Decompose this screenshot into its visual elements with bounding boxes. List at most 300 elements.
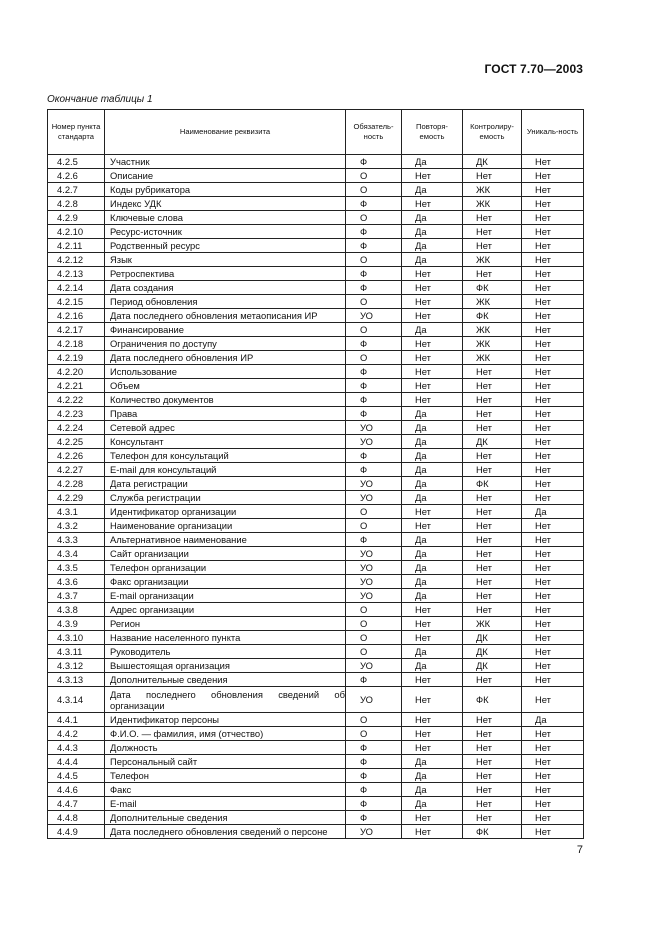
cell-repeatability: Нет (402, 687, 463, 713)
cell-obligation: Ф (346, 755, 402, 769)
cell-controllability: Нет (463, 421, 522, 435)
cell-controllability: ФК (463, 309, 522, 323)
cell-repeatability: Нет (402, 505, 463, 519)
cell-obligation: Ф (346, 281, 402, 295)
cell-uniqueness: Нет (522, 337, 584, 351)
cell-obligation: Ф (346, 239, 402, 253)
cell-item-number: 4.3.14 (48, 687, 105, 713)
cell-uniqueness: Нет (522, 659, 584, 673)
cell-obligation: О (346, 631, 402, 645)
cell-controllability: ДК (463, 645, 522, 659)
cell-obligation: Ф (346, 449, 402, 463)
cell-requisite-name: Объем (105, 379, 346, 393)
cell-uniqueness: Нет (522, 783, 584, 797)
cell-item-number: 4.2.11 (48, 239, 105, 253)
cell-requisite-name: Должность (105, 741, 346, 755)
cell-item-number: 4.2.25 (48, 435, 105, 449)
cell-uniqueness: Нет (522, 393, 584, 407)
table-row (48, 435, 584, 449)
cell-repeatability: Нет (402, 379, 463, 393)
cell-requisite-name: Телефон для консультаций (105, 449, 346, 463)
cell-repeatability: Нет (402, 309, 463, 323)
cell-requisite-name: Ограничения по доступу (105, 337, 346, 351)
cell-item-number: 4.2.27 (48, 463, 105, 477)
cell-requisite-name: Коды рубрикатора (105, 183, 346, 197)
cell-controllability: Нет (463, 603, 522, 617)
cell-controllability: Нет (463, 449, 522, 463)
cell-repeatability: Да (402, 491, 463, 505)
cell-repeatability: Да (402, 575, 463, 589)
cell-item-number: 4.2.20 (48, 365, 105, 379)
table-row (48, 547, 584, 561)
cell-requisite-name: Права (105, 407, 346, 421)
cell-controllability: Нет (463, 379, 522, 393)
cell-obligation: Ф (346, 407, 402, 421)
cell-controllability: Нет (463, 267, 522, 281)
cell-repeatability: Нет (402, 741, 463, 755)
cell-uniqueness: Нет (522, 463, 584, 477)
cell-repeatability: Нет (402, 825, 463, 839)
cell-repeatability: Да (402, 225, 463, 239)
table-row (48, 659, 584, 673)
cell-repeatability: Да (402, 407, 463, 421)
cell-repeatability: Нет (402, 393, 463, 407)
cell-item-number: 4.2.10 (48, 225, 105, 239)
cell-repeatability: Да (402, 783, 463, 797)
cell-obligation: О (346, 169, 402, 183)
cell-obligation: О (346, 351, 402, 365)
cell-obligation: О (346, 645, 402, 659)
cell-uniqueness: Нет (522, 797, 584, 811)
cell-requisite-name: Дата последнего обновления ИР (105, 351, 346, 365)
cell-requisite-name: Описание (105, 169, 346, 183)
cell-item-number: 4.2.12 (48, 253, 105, 267)
table-row (48, 673, 584, 687)
cell-item-number: 4.3.2 (48, 519, 105, 533)
cell-uniqueness: Нет (522, 589, 584, 603)
cell-requisite-name: Участник (105, 155, 346, 169)
cell-repeatability: Нет (402, 337, 463, 351)
table-row (48, 477, 584, 491)
cell-uniqueness: Нет (522, 239, 584, 253)
cell-uniqueness: Нет (522, 225, 584, 239)
cell-uniqueness: Нет (522, 603, 584, 617)
cell-requisite-name: Адрес организации (105, 603, 346, 617)
cell-item-number: 4.2.19 (48, 351, 105, 365)
cell-obligation: УО (346, 309, 402, 323)
table-header-row (48, 110, 584, 155)
cell-repeatability: Нет (402, 673, 463, 687)
table-row (48, 309, 584, 323)
cell-requisite-name: Индекс УДК (105, 197, 346, 211)
cell-repeatability: Да (402, 449, 463, 463)
cell-uniqueness: Нет (522, 631, 584, 645)
cell-requisite-name: Использование (105, 365, 346, 379)
table-row (48, 351, 584, 365)
table-row (48, 365, 584, 379)
cell-item-number: 4.2.9 (48, 211, 105, 225)
cell-controllability: Нет (463, 811, 522, 825)
table-row (48, 519, 584, 533)
cell-controllability: Нет (463, 519, 522, 533)
cell-requisite-name: Период обновления (105, 295, 346, 309)
cell-uniqueness: Нет (522, 673, 584, 687)
cell-item-number: 4.4.1 (48, 713, 105, 727)
cell-repeatability: Нет (402, 169, 463, 183)
cell-obligation: О (346, 211, 402, 225)
cell-requisite-name: Дата последнего обновления сведений о персоне (105, 825, 346, 839)
cell-requisite-name: Факс организации (105, 575, 346, 589)
cell-obligation: УО (346, 561, 402, 575)
cell-requisite-name: Сайт организации (105, 547, 346, 561)
table-row (48, 211, 584, 225)
cell-item-number: 4.2.23 (48, 407, 105, 421)
cell-uniqueness: Нет (522, 169, 584, 183)
cell-uniqueness: Нет (522, 755, 584, 769)
cell-controllability: ЖК (463, 197, 522, 211)
cell-item-number: 4.2.8 (48, 197, 105, 211)
table-row (48, 253, 584, 267)
cell-obligation: УО (346, 589, 402, 603)
cell-controllability: Нет (463, 783, 522, 797)
cell-repeatability: Да (402, 659, 463, 673)
cell-uniqueness: Да (522, 713, 584, 727)
cell-obligation: УО (346, 477, 402, 491)
cell-obligation: УО (346, 575, 402, 589)
cell-controllability: Нет (463, 225, 522, 239)
cell-controllability: Нет (463, 713, 522, 727)
cell-repeatability: Нет (402, 267, 463, 281)
table-row (48, 197, 584, 211)
cell-item-number: 4.4.7 (48, 797, 105, 811)
cell-requisite-name: Телефон организации (105, 561, 346, 575)
cell-repeatability: Нет (402, 519, 463, 533)
cell-uniqueness: Нет (522, 533, 584, 547)
cell-uniqueness: Нет (522, 727, 584, 741)
cell-repeatability: Нет (402, 295, 463, 309)
cell-requisite-name: Дата создания (105, 281, 346, 295)
table-row (48, 575, 584, 589)
header-uniqueness: Уникаль-ность (522, 110, 584, 155)
cell-uniqueness: Нет (522, 811, 584, 825)
cell-item-number: 4.3.10 (48, 631, 105, 645)
cell-repeatability: Да (402, 211, 463, 225)
cell-controllability: Нет (463, 463, 522, 477)
table-row (48, 407, 584, 421)
cell-obligation: Ф (346, 155, 402, 169)
cell-item-number: 4.2.26 (48, 449, 105, 463)
cell-uniqueness: Нет (522, 407, 584, 421)
cell-obligation: О (346, 603, 402, 617)
cell-controllability: Нет (463, 211, 522, 225)
cell-item-number: 4.4.5 (48, 769, 105, 783)
cell-repeatability: Да (402, 769, 463, 783)
table-row (48, 727, 584, 741)
cell-uniqueness: Нет (522, 365, 584, 379)
cell-item-number: 4.2.5 (48, 155, 105, 169)
cell-requisite-name: E-mail для консультаций (105, 463, 346, 477)
cell-obligation: Ф (346, 769, 402, 783)
cell-controllability: ДК (463, 435, 522, 449)
table-row (48, 589, 584, 603)
cell-uniqueness: Нет (522, 449, 584, 463)
header-item-number: Номер пункта стандарта (48, 110, 105, 155)
cell-controllability: ДК (463, 155, 522, 169)
table-row (48, 713, 584, 727)
cell-item-number: 4.3.13 (48, 673, 105, 687)
cell-controllability: Нет (463, 407, 522, 421)
table-row (48, 393, 584, 407)
cell-item-number: 4.4.9 (48, 825, 105, 839)
cell-item-number: 4.2.17 (48, 323, 105, 337)
cell-item-number: 4.3.9 (48, 617, 105, 631)
cell-controllability: ЖК (463, 351, 522, 365)
cell-controllability: Нет (463, 561, 522, 575)
cell-uniqueness: Нет (522, 561, 584, 575)
table-row (48, 449, 584, 463)
table-caption: Окончание таблицы 1 (47, 94, 153, 105)
page-number: 7 (576, 844, 583, 856)
cell-repeatability: Да (402, 421, 463, 435)
cell-repeatability: Нет (402, 617, 463, 631)
cell-requisite-name: Идентификатор персоны (105, 713, 346, 727)
header-controllability: Контролиру-емость (463, 110, 522, 155)
cell-requisite-name: Ключевые слова (105, 211, 346, 225)
cell-obligation: Ф (346, 811, 402, 825)
cell-requisite-name: Наименование организации (105, 519, 346, 533)
cell-controllability: ЖК (463, 183, 522, 197)
cell-uniqueness: Нет (522, 267, 584, 281)
cell-repeatability: Нет (402, 727, 463, 741)
cell-controllability: Нет (463, 393, 522, 407)
cell-controllability: Нет (463, 741, 522, 755)
cell-requisite-name: Служба регистрации (105, 491, 346, 505)
cell-controllability: Нет (463, 575, 522, 589)
table-row (48, 379, 584, 393)
cell-requisite-name: Ф.И.О. — фамилия, имя (отчество) (105, 727, 346, 741)
cell-obligation: О (346, 727, 402, 741)
cell-requisite-name: Персональный сайт (105, 755, 346, 769)
cell-obligation: Ф (346, 197, 402, 211)
cell-obligation: УО (346, 825, 402, 839)
cell-item-number: 4.3.12 (48, 659, 105, 673)
table-row (48, 769, 584, 783)
cell-repeatability: Да (402, 463, 463, 477)
cell-item-number: 4.2.29 (48, 491, 105, 505)
table-row (48, 323, 584, 337)
cell-requisite-name: Название населенного пункта (105, 631, 346, 645)
cell-repeatability: Да (402, 645, 463, 659)
cell-controllability: Нет (463, 727, 522, 741)
cell-obligation: Ф (346, 673, 402, 687)
cell-controllability: Нет (463, 797, 522, 811)
cell-item-number: 4.2.21 (48, 379, 105, 393)
cell-obligation: О (346, 519, 402, 533)
cell-repeatability: Да (402, 323, 463, 337)
cell-obligation: О (346, 183, 402, 197)
cell-controllability: Нет (463, 589, 522, 603)
cell-requisite-name: Дата последнего обновления сведений об организации (105, 687, 346, 713)
cell-repeatability: Да (402, 183, 463, 197)
cell-uniqueness: Нет (522, 435, 584, 449)
cell-controllability: Нет (463, 505, 522, 519)
cell-controllability: Нет (463, 673, 522, 687)
cell-uniqueness: Нет (522, 281, 584, 295)
cell-obligation: О (346, 323, 402, 337)
cell-obligation: Ф (346, 225, 402, 239)
table-row (48, 533, 584, 547)
cell-controllability: ЖК (463, 295, 522, 309)
cell-obligation: Ф (346, 337, 402, 351)
cell-item-number: 4.3.3 (48, 533, 105, 547)
cell-item-number: 4.4.3 (48, 741, 105, 755)
cell-controllability: Нет (463, 755, 522, 769)
cell-controllability: ФК (463, 825, 522, 839)
cell-uniqueness: Нет (522, 421, 584, 435)
cell-obligation: УО (346, 491, 402, 505)
cell-item-number: 4.3.8 (48, 603, 105, 617)
cell-obligation: УО (346, 687, 402, 713)
table-row (48, 337, 584, 351)
cell-item-number: 4.2.16 (48, 309, 105, 323)
standard-code: ГОСТ 7.70—2003 (484, 62, 583, 76)
cell-controllability: ЖК (463, 253, 522, 267)
cell-uniqueness: Нет (522, 491, 584, 505)
cell-requisite-name: Ретроспектива (105, 267, 346, 281)
cell-uniqueness: Нет (522, 351, 584, 365)
cell-repeatability: Нет (402, 365, 463, 379)
cell-requisite-name: Факс (105, 783, 346, 797)
cell-obligation: Ф (346, 741, 402, 755)
table-row (48, 491, 584, 505)
cell-controllability: ФК (463, 477, 522, 491)
cell-uniqueness: Нет (522, 645, 584, 659)
cell-obligation: Ф (346, 463, 402, 477)
cell-item-number: 4.2.28 (48, 477, 105, 491)
table-row (48, 239, 584, 253)
cell-item-number: 4.2.6 (48, 169, 105, 183)
cell-controllability: Нет (463, 239, 522, 253)
cell-obligation: УО (346, 421, 402, 435)
cell-obligation: О (346, 617, 402, 631)
cell-requisite-name: Сетевой адрес (105, 421, 346, 435)
header-obligation: Обязатель-ность (346, 110, 402, 155)
table-row (48, 811, 584, 825)
table-row (48, 603, 584, 617)
cell-repeatability: Да (402, 533, 463, 547)
cell-uniqueness: Нет (522, 183, 584, 197)
cell-requisite-name: Вышестоящая организация (105, 659, 346, 673)
cell-controllability: Нет (463, 533, 522, 547)
cell-controllability: ФК (463, 687, 522, 713)
cell-item-number: 4.2.18 (48, 337, 105, 351)
cell-item-number: 4.3.4 (48, 547, 105, 561)
cell-item-number: 4.2.14 (48, 281, 105, 295)
cell-requisite-name: Родственный ресурс (105, 239, 346, 253)
cell-obligation: Ф (346, 393, 402, 407)
cell-requisite-name: Регион (105, 617, 346, 631)
cell-item-number: 4.2.7 (48, 183, 105, 197)
cell-repeatability: Нет (402, 197, 463, 211)
cell-controllability: Нет (463, 365, 522, 379)
cell-uniqueness: Нет (522, 575, 584, 589)
table-row (48, 421, 584, 435)
cell-item-number: 4.2.22 (48, 393, 105, 407)
table-row (48, 463, 584, 477)
cell-obligation: УО (346, 435, 402, 449)
header-repeatability: Повторя-емость (402, 110, 463, 155)
table-row (48, 155, 584, 169)
cell-requisite-name: Финансирование (105, 323, 346, 337)
cell-uniqueness: Нет (522, 825, 584, 839)
cell-requisite-name: Ресурс-источник (105, 225, 346, 239)
cell-obligation: Ф (346, 267, 402, 281)
cell-controllability: Нет (463, 547, 522, 561)
table-row (48, 687, 584, 713)
cell-requisite-name: Количество документов (105, 393, 346, 407)
cell-repeatability: Нет (402, 631, 463, 645)
table-row (48, 281, 584, 295)
table-row (48, 755, 584, 769)
table-row (48, 505, 584, 519)
cell-requisite-name: Телефон (105, 769, 346, 783)
cell-obligation: УО (346, 547, 402, 561)
cell-requisite-name: Руководитель (105, 645, 346, 659)
table-body (48, 155, 584, 839)
cell-repeatability: Да (402, 547, 463, 561)
cell-item-number: 4.3.6 (48, 575, 105, 589)
cell-item-number: 4.4.8 (48, 811, 105, 825)
cell-uniqueness: Нет (522, 253, 584, 267)
cell-repeatability: Нет (402, 281, 463, 295)
cell-repeatability: Да (402, 561, 463, 575)
cell-uniqueness: Нет (522, 741, 584, 755)
cell-uniqueness: Да (522, 505, 584, 519)
cell-uniqueness: Нет (522, 211, 584, 225)
cell-controllability: Нет (463, 169, 522, 183)
table-row (48, 631, 584, 645)
header-requisite-name: Наименование реквизита (105, 110, 346, 155)
cell-requisite-name: E-mail (105, 797, 346, 811)
table-row (48, 825, 584, 839)
cell-item-number: 4.4.6 (48, 783, 105, 797)
cell-repeatability: Нет (402, 713, 463, 727)
cell-requisite-name: Дата последнего обновления метаописания ИР (105, 309, 346, 323)
table-row (48, 169, 584, 183)
cell-requisite-name: Консультант (105, 435, 346, 449)
cell-requisite-name: Дата регистрации (105, 477, 346, 491)
cell-item-number: 4.2.24 (48, 421, 105, 435)
table-row (48, 561, 584, 575)
cell-repeatability: Нет (402, 811, 463, 825)
cell-item-number: 4.2.13 (48, 267, 105, 281)
table-row (48, 267, 584, 281)
cell-requisite-name: Альтернативное наименование (105, 533, 346, 547)
cell-requisite-name: Дополнительные сведения (105, 811, 346, 825)
cell-item-number: 4.3.11 (48, 645, 105, 659)
cell-uniqueness: Нет (522, 295, 584, 309)
cell-uniqueness: Нет (522, 323, 584, 337)
cell-uniqueness: Нет (522, 309, 584, 323)
cell-uniqueness: Нет (522, 379, 584, 393)
cell-obligation: Ф (346, 533, 402, 547)
cell-repeatability: Да (402, 253, 463, 267)
cell-repeatability: Да (402, 755, 463, 769)
table-row (48, 617, 584, 631)
cell-controllability: ДК (463, 631, 522, 645)
cell-repeatability: Нет (402, 603, 463, 617)
cell-uniqueness: Нет (522, 547, 584, 561)
